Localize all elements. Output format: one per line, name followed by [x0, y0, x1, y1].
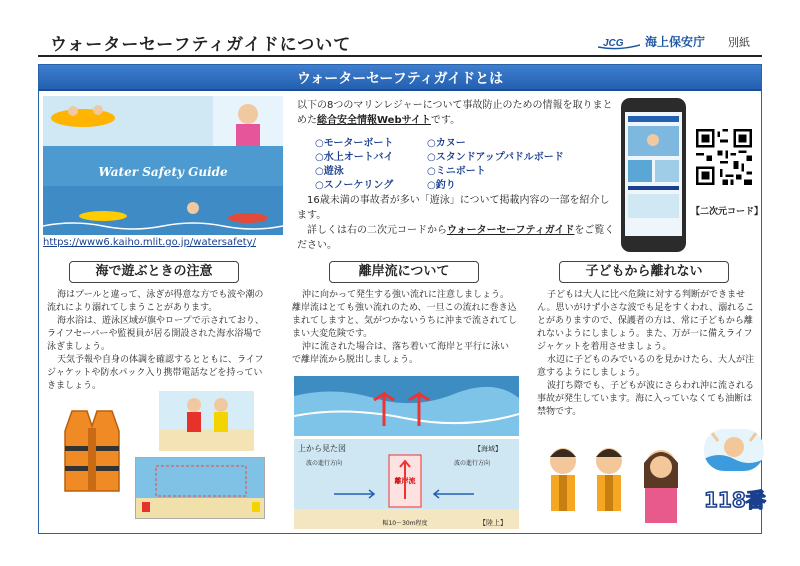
intro-paragraph [297, 98, 617, 128]
page-title: ウォーターセーフティガイドについて [50, 35, 352, 55]
section-title: 子どもから離れない [559, 261, 729, 283]
rip-current-photo [294, 376, 519, 436]
hero-url-link[interactable]: https://www6.kaiho.mlit.go.jp/watersafety/ [43, 237, 256, 248]
children-lifejackets-image [541, 433, 691, 528]
category-item: ○スタンドアップパドルボード [427, 152, 564, 163]
intro-qr-text-b: をご覧ください。 [297, 225, 615, 251]
main-panel [38, 64, 766, 534]
section-body [292, 289, 517, 367]
qr-code-label: 【二次元コード】 [691, 207, 764, 217]
svg-text:離岸流: 離岸流 [394, 477, 416, 485]
category-item: ○遊泳 [315, 166, 344, 177]
section-paragraph: 天気予報や自身の体調を確認するとともに、ライフジャケットや防水パック入り携帯電話などを持っていきましょう。 [47, 355, 264, 391]
qr-code-icon[interactable] [696, 129, 752, 185]
svg-text:JCG: JCG [603, 38, 624, 49]
section-paragraph: 海はプールと違って、泳ぎが得意な方でも波や潮の流れにより溺れてしまうことがあります。 [47, 290, 264, 313]
section-title: 離岸流について [329, 261, 479, 283]
category-item: ○ミニボート [427, 166, 486, 177]
beach-map-image [135, 457, 265, 519]
section-paragraph: 波打ち際でも、子どもが波にさらわれ沖に流される事故が発生しています。海に入っていなくても油断は禁物です。 [537, 381, 755, 417]
attachment-label: 別紙 [728, 36, 750, 49]
category-column-left [315, 137, 394, 193]
hero-image [43, 96, 283, 235]
title-rule [38, 55, 762, 57]
svg-text:Water Safety Guide: Water Safety Guide [98, 165, 228, 179]
section-paragraph: 水辺に子どものみでいるのを見かけたら、大人が注意するようにしましょう。 [537, 355, 755, 378]
svg-text:【海域】: 【海域】 [474, 445, 502, 453]
intro-text-a: 以下の8つのマリンレジャーについて事故防止のための情報を取りまとめた [297, 100, 613, 126]
section-title: 海で遊ぶときの注意 [69, 261, 239, 283]
phone-screen [625, 112, 682, 236]
svg-text:波の進行方向: 波の進行方向 [454, 460, 491, 467]
emergency-number: 118番 [704, 488, 766, 512]
agency-name: 海上保安庁 [645, 35, 706, 49]
section-body [537, 289, 757, 419]
section-child-supervision [529, 261, 766, 531]
section-paragraph: 子どもは大人に比べ危険に対する判断ができません。思いがけず小さな波でも足をすくわれ、溺れることがありますので、保護者の方は、常に子どもから離れないようにしましょう。また、万が一に備えライフジャケットを着用させましょう。 [537, 290, 755, 352]
drowning-child-image [704, 429, 764, 471]
jcg-logo [598, 36, 640, 50]
intro-swimming-note: 16歳未満の事故者が多い「遊泳」について掲載内容の一部を紹介します。 [297, 195, 610, 221]
section-paragraph: 沖に向かって発生する強い流れに注意しましょう。離岸流はとても強い流れのため、一旦この流れに巻き込まれてしますと、気がつかないうちに沖まで流されてしまい大変危険です。 [292, 290, 518, 339]
svg-text:幅10～30m程度: 幅10～30m程度 [382, 520, 428, 527]
rip-current-diagram [294, 439, 519, 529]
svg-text:【陸上】: 【陸上】 [479, 519, 507, 527]
intro-guide-link[interactable]: ウォーターセーフティガイド [447, 225, 575, 236]
category-column-right [427, 137, 564, 193]
category-item: ○カヌー [427, 138, 466, 149]
intro-details [297, 193, 617, 253]
svg-text:上から見た図: 上から見た図 [298, 444, 346, 453]
life-jacket-image [57, 406, 127, 496]
section-body [47, 289, 269, 393]
section-rip-current [284, 261, 521, 531]
category-item: ○スノーケリング [315, 180, 394, 191]
section-beach-safety [39, 261, 276, 531]
section-paragraph: 海水浴は、遊泳区域が旗やロープで示されており、ライフセーバーや監視員が居る開設された海水浴場で泳ぎましょう。 [47, 316, 264, 352]
category-item: ○釣り [427, 180, 456, 191]
banner-title: ウォーターセーフティガイドとは [296, 71, 504, 87]
banner [39, 65, 761, 91]
svg-text:波の進行方向: 波の進行方向 [306, 460, 343, 467]
category-item: ○モーターボート [315, 138, 394, 149]
intro-qr-note [297, 223, 617, 253]
lifeguards-image [159, 391, 254, 451]
section-paragraph: 沖に流された場合は、落ち着いて海岸と平行に泳いで離岸流から脱出しましょう。 [292, 342, 510, 365]
smartphone-image [621, 98, 686, 252]
category-item: ○水上オートバイ [315, 152, 394, 163]
intro-text-b: です。 [430, 115, 461, 126]
intro-website-link[interactable]: 総合安全情報Webサイト [317, 115, 431, 126]
intro-qr-text-a: 詳しくは右の二次元コードから [307, 225, 447, 236]
